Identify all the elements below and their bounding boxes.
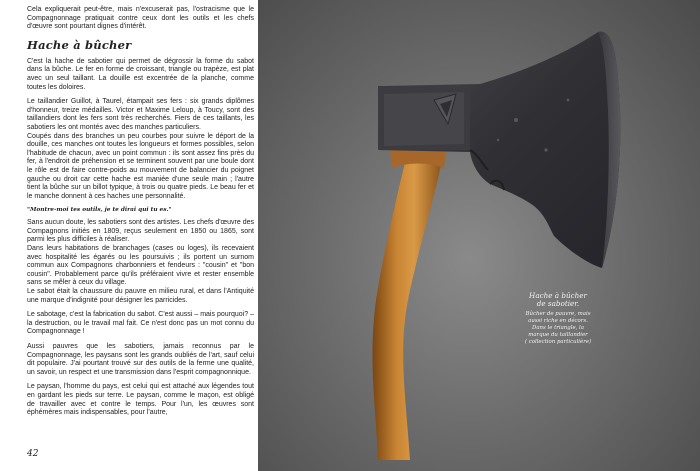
- caption-title-line2: de sabotier.: [536, 299, 580, 309]
- paragraph-7: Le sabotage, c'est la fabrication du sabot. C'est aussi – mais pourquoi? – la destruction, ou le travail mal fait. Ce n'est donc pas un mot connu du Compagnonnage !: [27, 311, 254, 336]
- caption-body-line1: Bûcher de pauvre, mais: [525, 310, 591, 317]
- caption-body-line2: aussi riche en décors.: [528, 317, 588, 324]
- page-number: 42: [27, 449, 39, 459]
- paragraph-2: Le taillandier Guillot, à Taurel, étampait ses fers : six grands diplômes d'honneur, treize médailles. Victor et Maxime Leloup, à Toucy, sont des taillandiers dont les fers sont très recherchés. Fiers de ces taillants, les sabotiers les ont montés avec des manches particuliers.: [27, 98, 254, 131]
- caption-body-line4: marque du taillandier: [528, 331, 588, 338]
- axe-handle: [373, 150, 442, 460]
- paragraph-3: Coupés dans des branches un peu courbes pour suivre le déport de la douille, ces manches ont toutes les longueurs et formes possibles, selon l'habitude de chacun, avec un point commun : ils sont assez fins près du fer, à l'endroit de préhension et se terminent souvent par une boule dont le rôle est de faire contre-poids au mouvement de balancier du poignet gauche ou droit car cette hache est maniée d'une seule main ; l'autre tient la bûche sur un billot typique, à trois ou quatre pieds. Le beau fer et le manche donnent à ces haches une personnalité.: [27, 132, 254, 200]
- caption-body-line5: ( collection particulière): [524, 338, 592, 345]
- paragraph-1: C'est la hache de sabotier qui permet de dégrossir la forme du sabot dans la bûche. Le fer en forme de croissant, triangle ou trapèze, est plat avec un seul taillant. La douille est excentrée de la planche, comme toutes les doloires.: [27, 57, 254, 91]
- paragraph-6: Le sabot était la chaussure du pauvre en milieu rural, et dans l'Antiquité une marque d'indignité pour désigner les parricides.: [27, 288, 254, 304]
- paragraph-8: Aussi pauvres que les sabotiers, jamais reconnus par le Compagnonnage, les paysans sont les grands oubliés de l'art, sauf celui dit populaire. J'ai pourtant trouvé sur des outils de la ferme une qualité, un savoir, un respect et une transmission dans l'esprit compagnonnique.: [27, 343, 254, 376]
- paragraph-4: Sans aucun doute, les sabotiers sont des artistes. Les chefs d'œuvre des Compagnons initiés en 1809, reçus seulement en 1850 ou 1865, sont parmi les plus difficiles à réaliser.: [27, 219, 255, 244]
- intro-paragraph: Cela expliquerait peut-être, mais n'excuserait pas, l'ostracisme que le Compagnonnage pratiquait contre ceux dont les outils et les chefs d'œuvre sont pourtant dignes d'intérêt.: [27, 6, 254, 31]
- quote: "Montre-moi tes outils, je te dirai qui tu es.": [27, 207, 172, 214]
- section-heading: Hache à bûcher: [27, 37, 132, 52]
- axe-photograph: [258, 0, 700, 471]
- left-page: [0, 0, 260, 471]
- caption-body-line3: Dans le triangle, la: [532, 324, 584, 331]
- paragraph-5: Dans leurs habitations de branchages (cases ou loges), ils recevaient avec hospitalité les égarés ou les poursuivis ; ils portent un surnom commun aux Compagnons charbonniers et fendeurs : "cousin" et "bon cousin". Probablement parce qu'ils préféraient vivre et rester ensemble sans se mêler à ceux du village.: [27, 245, 254, 287]
- photo-caption: [516, 292, 600, 346]
- paragraph-9: Le paysan, l'homme du pays, est celui qui est attaché aux légendes tout en gardant les pieds sur terre. Le paysan, comme le maçon, est obligé de travailler avec et contre le temps. Pour l'un, les œuvres sont éphémères mais indispensables, pour l'autre,: [27, 383, 254, 417]
- right-page-photo: [258, 0, 700, 471]
- caption-title-line1: Hache à bûcher: [529, 291, 587, 300]
